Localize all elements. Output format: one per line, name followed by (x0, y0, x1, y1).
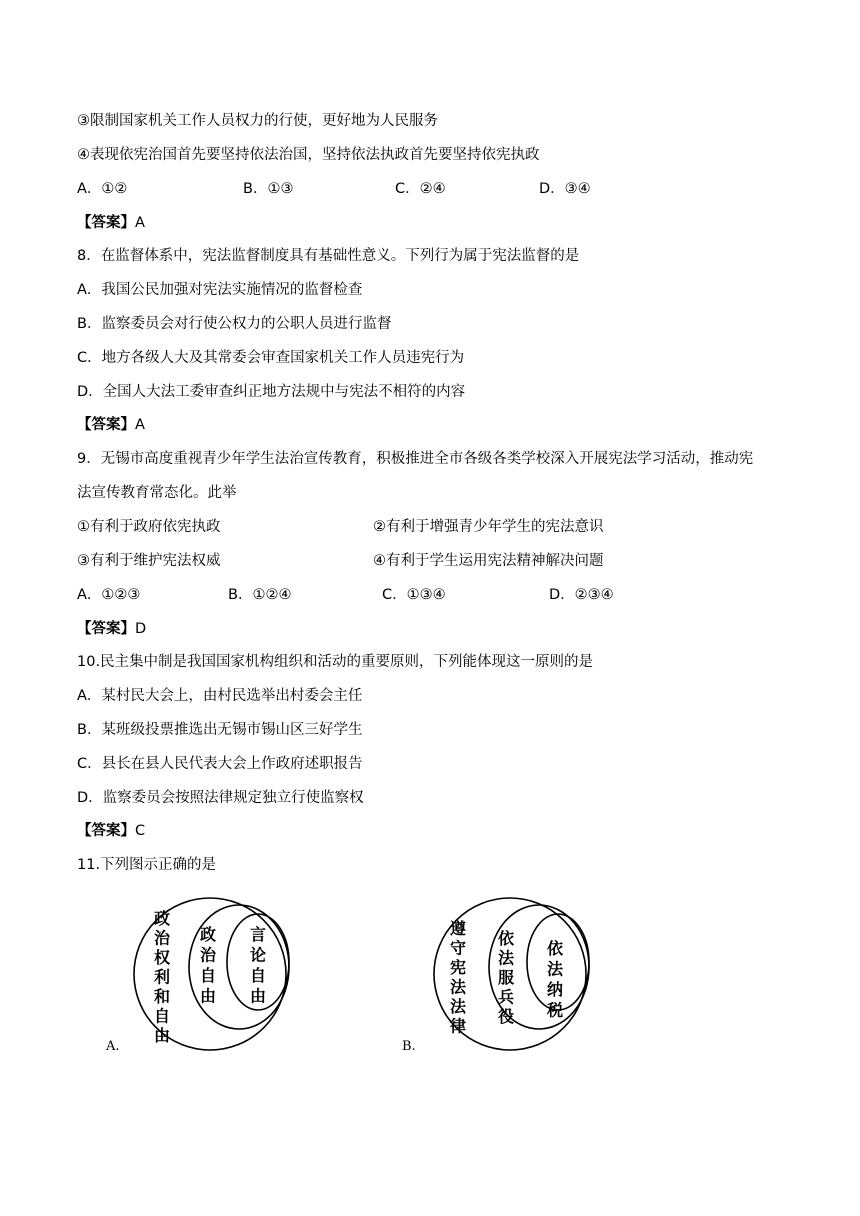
q8-stem: 8．在监督体系中，宪法监督制度具有基础性意义。下列行为属于宪法监督的是 (77, 248, 580, 264)
q9-answer (77, 619, 146, 639)
q9-stem-line-1: 9．无锡市高度重视青少年学生法治宣传教育，积极推进全市各级各类学校深入开展宪法学习活动，推动宪 (77, 451, 754, 467)
diagram-char: 法 (546, 959, 564, 979)
venn-diagram-a (130, 890, 300, 1060)
diagram-char: 兵 (497, 987, 515, 1007)
q9-item-3: ③有利于维护宪法权威 (77, 553, 221, 569)
q7-answer (77, 213, 145, 233)
q8-answer (77, 415, 145, 435)
diagram-char: 法 (449, 997, 467, 1016)
q7-option-b: B．①③ (243, 181, 294, 197)
diagram-char: 服 (497, 968, 515, 987)
q9-option-b: B．①②④ (228, 587, 292, 603)
q8-option-c: C．地方各级人大及其常委会审查国家机关工作人员违宪行为 (77, 350, 465, 366)
diagram-char: 和 (153, 987, 171, 1006)
diagram-char: 依 (497, 929, 515, 948)
diagram-char: 法 (449, 977, 467, 997)
diagram-char: 利 (153, 967, 171, 987)
q9-option-a: A．①②③ (77, 587, 141, 603)
diagram-char: 自 (153, 1006, 171, 1026)
q7-item-3: ③限制国家机关工作人员权力的行使，更好地为人民服务 (77, 113, 438, 129)
answer-value: C (135, 823, 146, 839)
answer-label: 【答案】 (77, 621, 135, 637)
diagram-char: 税 (546, 1000, 564, 1020)
q9-stem-line-2: 法宣传教育常态化。此举 (77, 485, 237, 501)
q10-option-c: C．县长在县人民代表大会上作政府述职报告 (77, 756, 363, 772)
diagram-char: 纳 (546, 980, 564, 999)
q9-item-4: ④有利于学生运用宪法精神解决问题 (373, 553, 604, 569)
diagram-char: 自 (199, 966, 217, 985)
q7-option-c: C．②④ (395, 181, 446, 197)
diagram-char: 遵 (449, 919, 467, 938)
answer-value: D (135, 621, 147, 637)
diagram-char: 治 (199, 945, 217, 965)
diagram-char: 权 (153, 948, 171, 967)
diagram-char: 法 (497, 948, 515, 968)
q8-option-d: D．全国人大法工委审查纠正地方法规中与宪法不相符的内容 (77, 384, 466, 400)
diagram-char: 律 (449, 1016, 467, 1036)
q9-option-d: D．②③④ (549, 587, 614, 603)
q10-option-d: D．监察委员会按照法律规定独立行使监察权 (77, 790, 364, 806)
q9-item-1: ①有利于政府依宪执政 (77, 519, 221, 535)
diagram-char: 依 (546, 939, 564, 958)
q10-answer (77, 821, 145, 841)
diagram-char: 论 (249, 945, 267, 965)
diagram-b-label: B. (402, 1039, 416, 1054)
q8-option-b: B．监察委员会对行使公权力的公职人员进行监督 (77, 316, 392, 332)
diagram-char: 由 (153, 1026, 171, 1045)
answer-label: 【答案】 (77, 417, 135, 433)
diagram-char: 由 (249, 986, 267, 1006)
answer-value: A (135, 417, 145, 433)
q7-option-d: D．③④ (539, 181, 591, 197)
diagram-char: 政 (199, 925, 217, 944)
diagram-char: 政 (153, 909, 171, 928)
diagram-char: 守 (449, 938, 467, 958)
q8-option-a: A．我国公民加强对宪法实施情况的监督检查 (77, 282, 363, 298)
answer-value: A (135, 215, 145, 231)
q10-stem: 10.民主集中制是我国国家机构组织和活动的重要原则，下列能体现这一原则的是 (77, 654, 594, 670)
diagram-char: 役 (497, 1007, 515, 1026)
diagram-char: 由 (199, 986, 217, 1006)
venn-diagram-b (430, 890, 600, 1060)
q7-item-4: ④表现依宪治国首先要坚持依法治国，坚持依法执政首先要坚持依宪执政 (77, 147, 540, 163)
diagram-char: 言 (249, 925, 267, 944)
q9-option-c: C．①③④ (382, 587, 446, 603)
diagram-a-label: A. (106, 1039, 120, 1054)
q7-option-a: A．①② (77, 181, 128, 197)
answer-label: 【答案】 (77, 823, 135, 839)
diagram-char: 治 (153, 928, 171, 948)
answer-label: 【答案】 (77, 215, 135, 231)
q11-stem: 11.下列图示正确的是 (77, 857, 217, 873)
q10-option-b: B．某班级投票推选出无锡市锡山区三好学生 (77, 722, 363, 738)
diagram-char: 宪 (449, 958, 467, 977)
q10-option-a: A．某村民大会上，由村民选举出村委会主任 (77, 688, 363, 704)
diagram-char: 自 (249, 966, 267, 985)
q9-item-2: ②有利于增强青少年学生的宪法意识 (373, 519, 604, 535)
